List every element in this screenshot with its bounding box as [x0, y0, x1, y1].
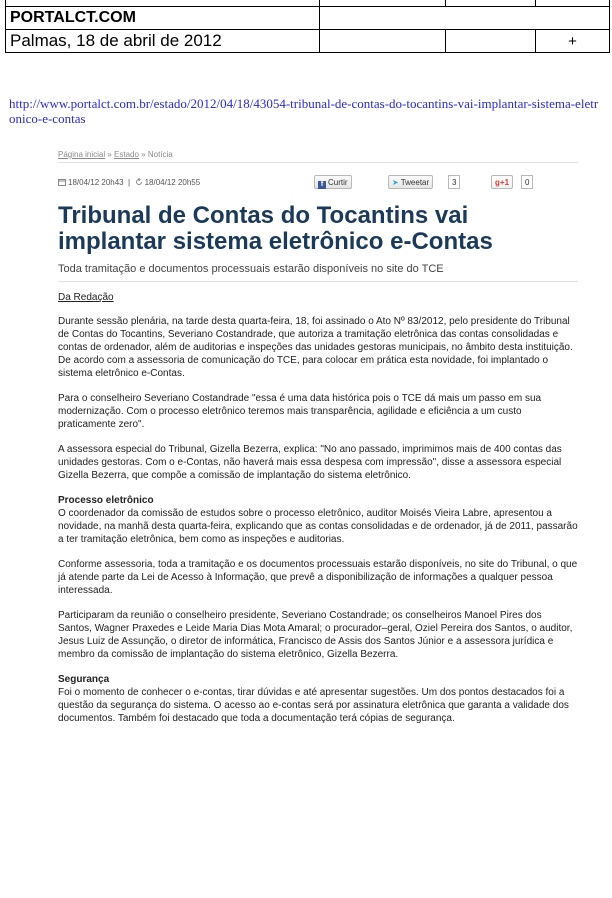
paragraph: Conforme assessoria, toda a tramitação e os documentos processuais estarão disponíveis, no site do Tribunal, o que já atende parte da Lei de Acesso à Informação, que prevê a disponibilização de informações a qualquer pessoa interessada. — [58, 559, 578, 596]
published-date: 18/04/12 20h43 — [68, 178, 124, 187]
breadcrumb-section[interactable]: Estado — [114, 150, 139, 159]
article-body — [58, 315, 578, 725]
article-title: Tribunal de Contas do Tocantins vai implantar sistema eletrônico e-Contas — [58, 202, 493, 255]
gplus-button[interactable]: g+1 — [491, 175, 513, 189]
section-heading: Processo eletrônico — [58, 495, 154, 506]
paragraph: Durante sessão plenária, na tarde desta quarta-feira, 18, foi assinado o Ato Nº 83/2012, pelo presidente do Tribunal de Contas do Tocantins, Severiano Costandrade, que autoriza a tramitação eletrônica das contas consolidadas e contas de ordenador, além de auditorias e inspeções das unidades gestoras municipais, no âmbito desta instituição. De acordo com a assessoria de comunicação do TCE, para colocar em prática esta novidade, foi implantado o sistema eletrônico e-Contas. — [58, 316, 573, 379]
header-table — [5, 0, 610, 53]
facebook-icon: f — [318, 181, 326, 189]
site-name: PORTALCT.COM — [6, 7, 320, 30]
source-url[interactable]: http://www.portalct.com.br/estado/2012/04/18/43054-tribunal-de-contas-do-tocantins-vai-implantar-sistema-eletronico-e-contas — [9, 96, 599, 126]
article-subtitle: Toda tramitação e documentos processuais estarão disponíveis no site do TCE — [58, 263, 578, 282]
article-meta: 18/04/12 20h43 | 18/04/12 20h55 f Curtir ➤ Tweetar 3 g+1 0 — [58, 173, 578, 191]
paragraph: O coordenador da comissão de estudos sobre o processo eletrônico, auditor Moisés Vieira Labre, apresentou a novidade, na manhã desta quarta-feira, explicando que as contas consolidadas e de ordenador, já de 2011, passarão a ter tramitação eletrônica, bem como as inspeções e auditorias. — [58, 508, 578, 545]
article-snapshot — [58, 150, 578, 737]
breadcrumb-home[interactable]: Página inicial — [58, 150, 106, 159]
paragraph: Participaram da reunião o conselheiro presidente, Severiano Costandrade; os conselheiros Manoel Pires dos Santos, Wagner Praxedes e Leide Maria Dias Mota Amaral; o procurador–geral, Oziel Pereira dos Santos, o auditor, Jesus Luiz de Assunção, o diretor de informática, Francisco de Assis dos Santos Júnior e a assessora jurídica e membro da comissão de implantação do sistema eletrônico, Gizella Bezerra. — [58, 610, 573, 660]
updated-date: 18/04/12 20h55 — [144, 178, 201, 187]
tweet-button[interactable]: ➤ Tweetar — [388, 175, 433, 189]
paragraph: A assessora especial do Tribunal, Gizella Bezerra, explica: "No ano passado, imprimimos mais de 400 contas das unidades gestoras. Com o e-Contas, não haverá mais essa despesa com impressão", disse a assessora especial Gizella Bezerra, que compõe a comissão de implantação do sistema eletrônico. — [58, 444, 562, 481]
like-button[interactable]: f Curtir — [314, 175, 352, 189]
plus-cell: + — [535, 30, 609, 53]
breadcrumb-current: Notícia — [147, 150, 173, 159]
calendar-icon — [58, 178, 66, 186]
gplus-count: 0 — [521, 175, 533, 189]
date-cell: Palmas, 18 de abril de 2012 — [6, 30, 320, 53]
paragraph: Para o conselheiro Severiano Costandrade "essa é uma data histórica pois o TCE dá mais um passo em sua modernização. Com o processo eletrônico teremos mais transparência, agilidade e eficiência a um custo praticamente zero". — [58, 393, 542, 430]
tweet-count: 3 — [448, 175, 460, 189]
breadcrumb: Página inicial » Estado » Notícia — [58, 150, 578, 163]
section-heading: Segurança — [58, 674, 110, 685]
google-plus-icon: g — [495, 178, 500, 187]
refresh-icon — [135, 178, 143, 186]
twitter-bird-icon: ➤ — [392, 178, 399, 187]
paragraph: Foi o momento de conhecer o e-contas, tirar dúvidas e até apresentar sugestões. Um dos pontos destacados foi a questão da segurança do sistema. O acesso ao e-contas será por assinatura eletrônica que garanta a validade dos documentos. Também foi destacado que toda a documentação terá cópias de segurança. — [58, 687, 569, 724]
article-byline[interactable]: Da Redação — [58, 292, 114, 303]
